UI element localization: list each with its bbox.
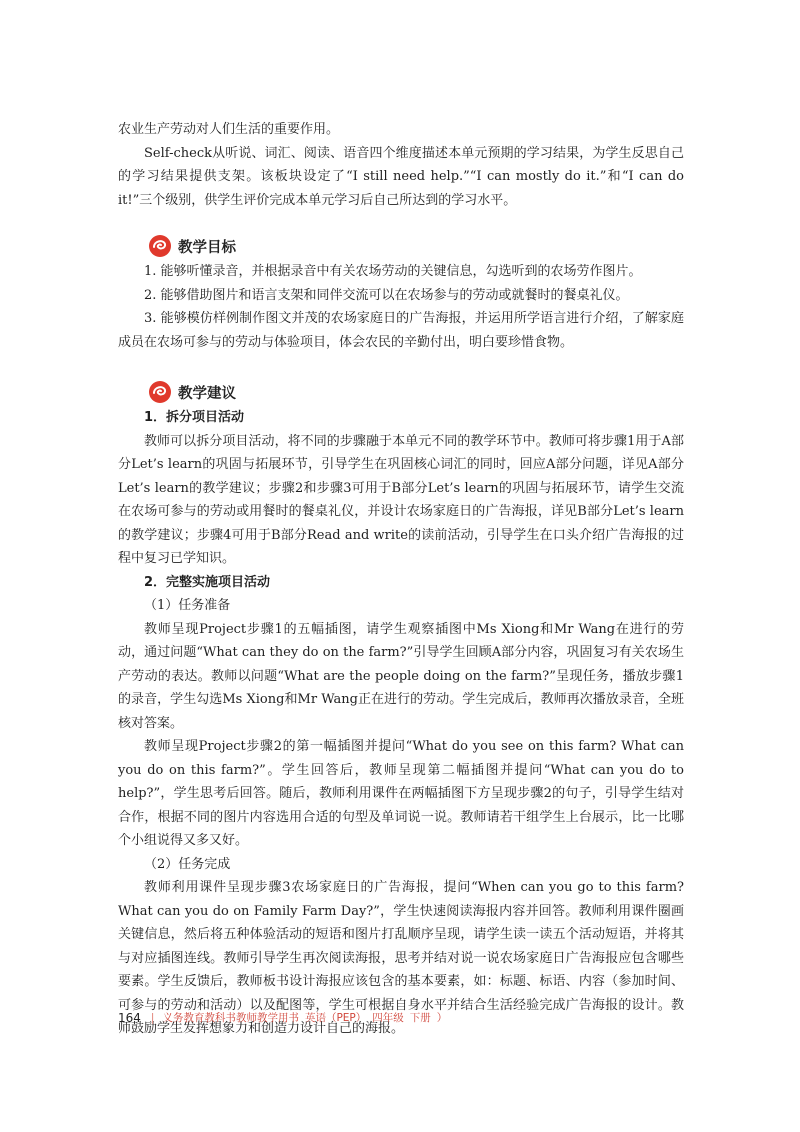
section-heading-teaching-goals	[148, 232, 684, 260]
goal-item-2: 2. 能够借助图片和语言支架和同伴交流可以在农场参与的劳动或就餐时的餐桌礼仪。	[144, 287, 629, 303]
subheading-task-done: （2）任务完成	[144, 856, 231, 872]
paragraph-task-prep-1: 教师呈现Project步骤1的五幅插图，请学生观察插图中Ms Xiong和Mr Wang在进行的劳动，通过问题“What can they do on the farm?”引导学生回顾A部分内容，巩固复习有关农场生产劳动的表达。教师以问题“What are the people doing on the farm?”呈现任务，播放步骤1的录音，学生勾选Ms Xiong和Mr Wang正在进行的劳动。学生完成后，教师再次播放录音，全班核对答案。	[118, 621, 684, 731]
footer-subject: 英语（PEP）	[304, 1012, 367, 1024]
section-title: 教学目标	[178, 239, 236, 256]
paragraph-task-prep-2: 教师呈现Project步骤2的第一幅插图并提问“What do you see on this farm? What can you do on this farm?”。学生回答后，教师呈现第二幅插图并提问“What can you do to help?”，学生思考后回答。随后，教师利用课件在两幅插图下方呈现步骤2的句子，引导学生结对合作，根据不同的图片内容选用合适的句型及单词说一说。教师请若干组学生上台展示，比一比哪个小组说得又多又好。	[118, 739, 684, 848]
swirl-section-icon	[148, 380, 172, 404]
paragraph-split-project: 教师可以拆分项目活动，将不同的步骤融于本单元不同的教学环节中。教师可将步骤1用于A部分Let’s learn的巩固与拓展环节，引导学生在巩固核心词汇的同时，回应A部分问题，详见A部分Let’s learn的教学建议；步骤2和步骤3可用于B部分Let’s learn的巩固与拓展环节，请学生交流在农场可参与的劳动或用餐时的餐桌礼仪，并设计农场家庭日的广告海报，详见B部分Let’s learn的教学建议；步骤4可用于B部分Read and write的读前活动，引导学生在口头介绍广告海报的过程中复习已学知识。	[118, 433, 684, 566]
subheading-full-project: 2．完整实施项目活动	[144, 574, 271, 590]
self-check-paragraph: Self-check从听说、词汇、阅读、语音四个维度描述本单元预期的学习结果，为学生反思自己的学习结果提供支架。该板块设定了“I still need help.”“I can mostly do it.”和“I can do it!”三个级别，供学生评价完成本单元学习后自己所达到的学习水平。	[118, 145, 684, 208]
goal-item-3: 3. 能够模仿样例制作图文并茂的农场家庭日的广告海报，并运用所学语言进行介绍，了解家庭成员在农场可参与的劳动与体验项目，体会农民的辛勤付出，明白要珍惜食物。	[118, 311, 684, 350]
intro-paragraph-tail: 农业生产劳动对人们生活的重要作用。	[118, 122, 340, 137]
subheading-split-project: 1．拆分项目活动	[144, 410, 245, 425]
goal-item-1: 1. 能够听懂录音，并根据录音中有关农场劳动的关键信息，勾选听到的农场劳作图片。	[144, 264, 642, 279]
paragraph-task-done: 教师利用课件呈现步骤3农场家庭日的广告海报，提问“When can you go to this farm? What can you do on Family Farm Day?”，学生快速阅读海报内容并回答。教师利用课件圈画关键信息，然后将五种体验活动的短语和图片打乱顺序呈现，请学生读一读五个活动短语，并将其与对应插图连线。教师引导学生再次阅读海报，思考并结对说一说农场家庭日广告海报应包含哪些要素。学生反馈后，教师板书设计海报应该包含的基本要素，如：标题、标语、内容（参加时间、可参与的劳动和活动）以及配图等，学生可根据自身水平并结合生活经验完成广告海报的设计。教师鼓励学生发挥想象力和创造力设计自己的海报。	[118, 880, 684, 1036]
footer-volume: 下册	[409, 1012, 431, 1024]
subheading-task-prep: （1）任务准备	[144, 598, 231, 613]
footer-grade: 四年级	[372, 1012, 404, 1024]
footer-end-bracket: ）	[436, 1012, 448, 1024]
section-title: 教学建议	[178, 385, 236, 402]
page-footer	[118, 1010, 453, 1025]
footer-separator: |	[150, 1011, 155, 1024]
page-number: 164	[118, 1010, 141, 1025]
page-content	[118, 118, 684, 1041]
swirl-section-icon	[148, 234, 172, 258]
footer-book-title: 义务教育教科书教师教学用书	[162, 1012, 299, 1024]
section-heading-teaching-suggestions	[148, 378, 684, 406]
